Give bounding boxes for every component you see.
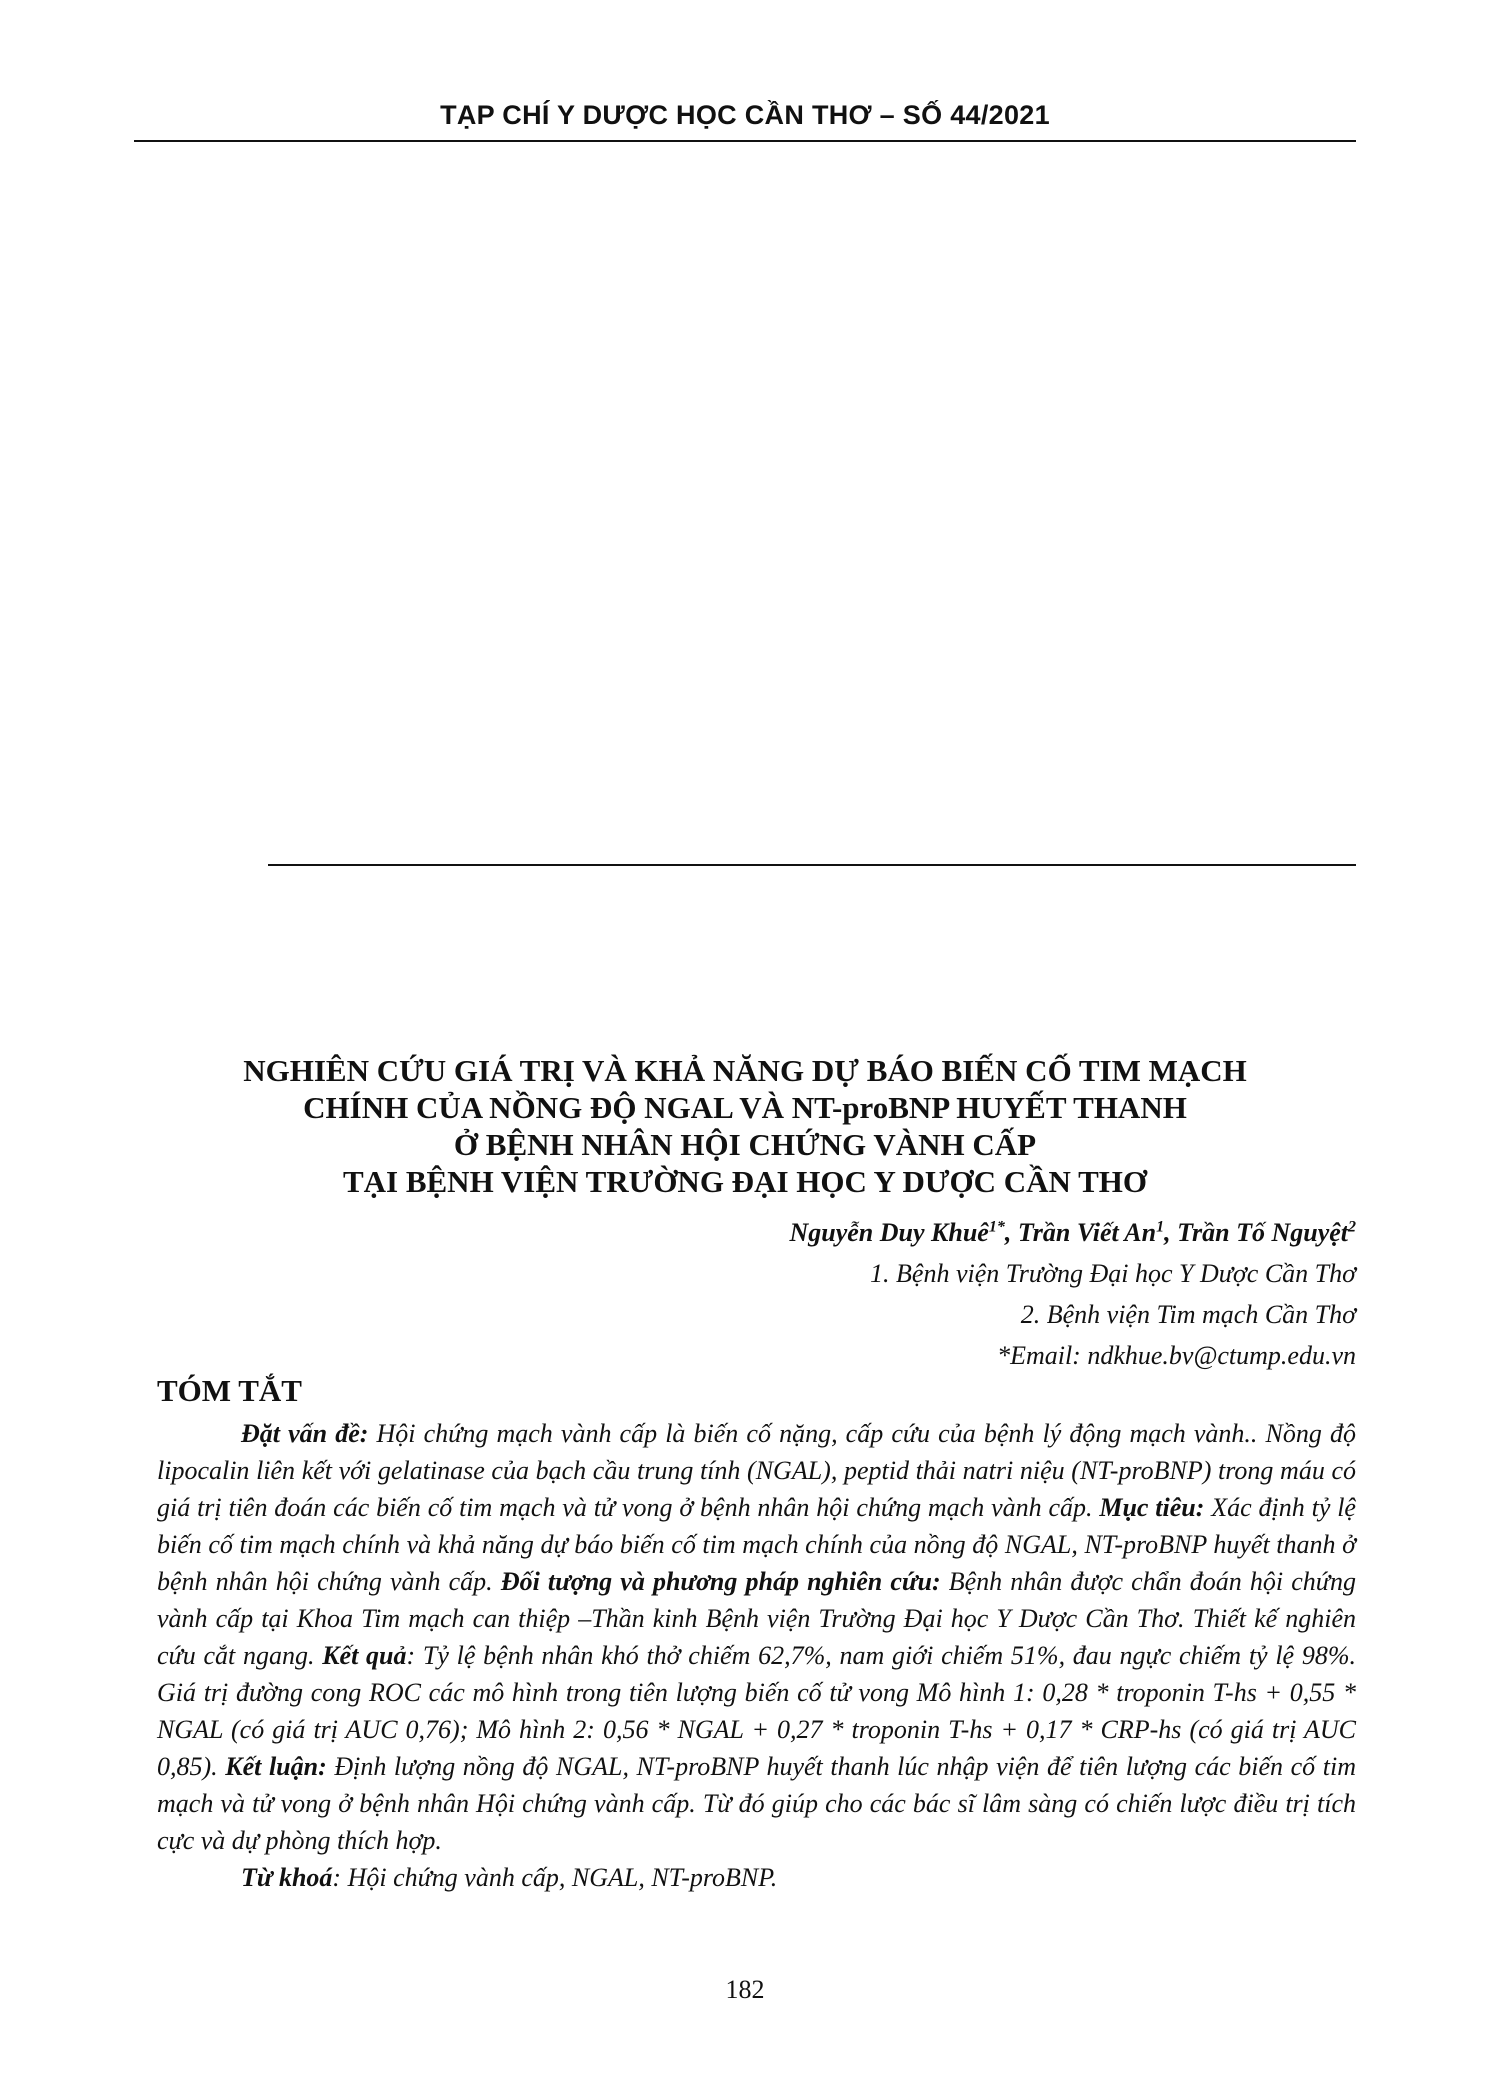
abstract-label-results: Kết quả <box>322 1641 407 1670</box>
abstract-text-objective: Xác định tỷ lệ biến cố tim mạch chính và khả năng dự báo biến cố tim mạch chính của nồng độ NGAL, NT-proBNP huyết thanh ở bệnh nhân hội chứng vành cấp. <box>157 1493 1356 1596</box>
abstract-label-background: Đặt vấn đề: <box>241 1419 369 1448</box>
keywords <box>157 1859 1356 1896</box>
abstract-text-conclusion: Định lượng nồng độ NGAL, NT-proBNP huyết thanh lúc nhập viện để tiên lượng các biến cố tim mạch và tử vong ở bệnh nhân Hội chứng vành cấp. Từ đó giúp cho các bác sĩ lâm sàng có chiến lược điều trị tích cực và dự phòng thích hợp. <box>157 1752 1356 1855</box>
abstract-text-methods: Bệnh nhân được chẩn đoán hội chứng vành cấp tại Khoa Tim mạch can thiệp –Thần kinh Bệnh viện Trường Đại học Y Dược Cần Thơ. Thiết kế nghiên cứu cắt ngang. <box>157 1567 1356 1670</box>
paper-title <box>134 1052 1356 1200</box>
author-list <box>789 1218 1356 1248</box>
abstract-body <box>157 1415 1356 1859</box>
author-name: , Trần Viết An <box>1004 1218 1157 1247</box>
author-name: Nguyễn Duy Khuê <box>789 1218 989 1247</box>
abstract-text-background: Hội chứng mạch vành cấp là biến cố nặng, cấp cứu của bệnh lý động mạch vành.. Nồng độ lipocalin liên kết với gelatinase của bạch cầu trung tính (NGAL), peptid thải natri niệu (NT-proBNP) trong máu có giá trị tiên đoán các biến cố tim mạch và tử vong ở bệnh nhân hội chứng mạch vành cấp. <box>157 1419 1356 1522</box>
affiliation-1: 1. Bệnh viện Trường Đại học Y Dược Cần Thơ <box>870 1259 1356 1288</box>
title-line: Ở BỆNH NHÂN HỘI CHỨNG VÀNH CẤP <box>453 1127 1037 1162</box>
abstract-text-results: : Tỷ lệ bệnh nhân khó thở chiếm 62,7%, nam giới chiếm 51%, đau ngực chiếm tỷ lệ 98%. Giá trị đường cong ROC các mô hình trong tiên lượng biến cố tử vong Mô hình 1: 0,28 * troponin T-hs + 0,55 * NGAL (có giá trị AUC 0,76); Mô hình 2: 0,56 * NGAL + 0,27 * troponin T-hs + 0,17 * CRP-hs (có giá trị AUC 0,85). <box>157 1641 1356 1781</box>
title-line: CHÍNH CỦA NỒNG ĐỘ NGAL VÀ NT-proBNP HUYẾT THANH <box>303 1090 1187 1125</box>
keywords-text: : Hội chứng vành cấp, NGAL, NT-proBNP. <box>332 1863 778 1892</box>
author-affiliation-mark: 1* <box>988 1218 1005 1236</box>
author-name: , Trần Tố Nguyệt <box>1164 1218 1348 1247</box>
title-line: TẠI BỆNH VIỆN TRƯỜNG ĐẠI HỌC Y DƯỢC CẦN THƠ <box>342 1164 1148 1199</box>
abstract-heading: TÓM TẮT <box>157 1373 302 1408</box>
journal-header: TẠP CHÍ Y DƯỢC HỌC CẦN THƠ – SỐ 44/2021 <box>440 100 1050 130</box>
abstract-label-objective: Mục tiêu: <box>1099 1493 1205 1522</box>
abstract-label-methods: Đối tượng và phương pháp nghiên cứu: <box>500 1567 941 1596</box>
author-affiliation-mark: 2 <box>1348 1218 1356 1236</box>
abstract-label-conclusion: Kết luận: <box>225 1752 327 1781</box>
section-divider <box>268 864 1356 866</box>
header-divider <box>134 140 1356 142</box>
title-line: NGHIÊN CỨU GIÁ TRỊ VÀ KHẢ NĂNG DỰ BÁO BIẾN CỐ TIM MẠCH <box>243 1053 1247 1088</box>
author-affiliation-mark: 1 <box>1156 1218 1165 1236</box>
page-number: 182 <box>725 1975 765 2004</box>
affiliation-2: 2. Bệnh viện Tim mạch Cần Thơ <box>1020 1300 1356 1329</box>
contact-email: *Email: ndkhue.bv@ctump.edu.vn <box>997 1341 1356 1370</box>
keywords-label: Từ khoá <box>241 1863 333 1892</box>
